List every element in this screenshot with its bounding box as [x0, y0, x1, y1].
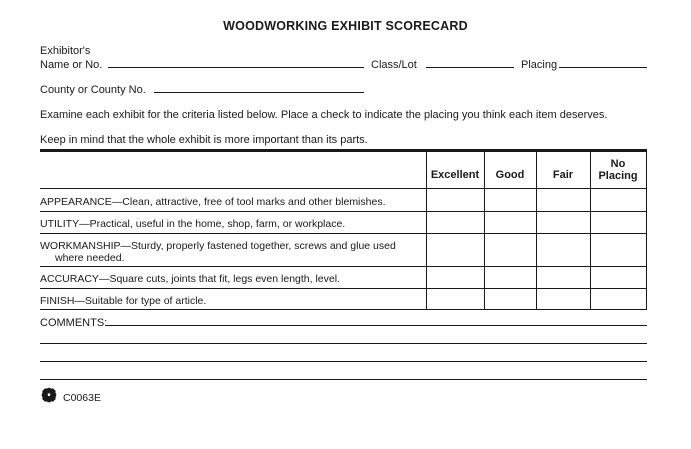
table-row-divider: [40, 188, 647, 189]
county-field[interactable]: [154, 92, 364, 93]
county-label: County or County No.: [40, 84, 146, 96]
criteria-row-accuracy: [40, 273, 340, 285]
exhibitor-name-field[interactable]: [108, 67, 364, 68]
col-header-no-placing-line2: Placing: [598, 170, 638, 182]
instructions-text-2: Keep in mind that the whole exhibit is more important than its parts.: [40, 134, 368, 146]
comments-label: COMMENTS:: [40, 317, 108, 329]
table-col-divider: [646, 151, 647, 309]
table-row-divider: [40, 211, 647, 212]
classlot-field[interactable]: [426, 67, 514, 68]
four-leaf-clover-icon: [40, 386, 58, 404]
criteria-desc: —Square cuts, joints that fit, legs even length, level.: [98, 273, 340, 285]
classlot-label: Class/Lot: [371, 59, 417, 71]
criteria-desc: —Sturdy, properly fastened together, screws and glue used: [120, 240, 396, 252]
criteria-row-workmanship: [40, 240, 396, 252]
criteria-row-utility: [40, 218, 345, 230]
criteria-desc: —Suitable for type of article.: [74, 295, 207, 307]
exhibitor-label-2: Name or No.: [40, 59, 103, 71]
criteria-name: ACCURACY: [40, 273, 99, 285]
col-header-excellent: Excellent: [430, 169, 480, 181]
comments-line-4[interactable]: [40, 379, 647, 380]
table-row-divider: [40, 266, 647, 267]
criteria-name: FINISH: [40, 295, 75, 307]
col-header-fair: Fair: [552, 169, 574, 181]
criteria-desc-continued: where needed.: [55, 252, 125, 264]
col-header-no-placing-line1: No: [610, 158, 626, 170]
criteria-desc: —Practical, useful in the home, shop, farm, or workplace.: [79, 218, 346, 230]
comments-line-3[interactable]: [40, 361, 647, 362]
col-header-no-placing: [590, 158, 646, 182]
comments-line-2[interactable]: [40, 343, 647, 344]
placing-field[interactable]: [559, 67, 647, 68]
instructions-text-1: Examine each exhibit for the criteria listed below. Place a check to indicate the placing you think each item deserves.: [40, 109, 608, 121]
exhibitor-label-1: Exhibitor's: [40, 45, 91, 57]
criteria-desc: —Clean, attractive, free of tool marks and other blemishes.: [111, 196, 386, 208]
comments-line-1[interactable]: [106, 325, 647, 326]
criteria-name: UTILITY: [40, 218, 80, 230]
table-bottom-rule: [40, 309, 647, 310]
criteria-row-appearance: [40, 196, 386, 208]
criteria-name: APPEARANCE: [40, 196, 112, 208]
form-code: C0063E: [63, 392, 101, 404]
table-row-divider: [40, 233, 647, 234]
criteria-row-finish: [40, 295, 206, 307]
table-top-rule: [40, 149, 647, 152]
form-title: WOODWORKING EXHIBIT SCORECARD: [223, 19, 468, 33]
table-row-divider: [40, 288, 647, 289]
criteria-name: WORKMANSHIP: [40, 240, 121, 252]
col-header-good: Good: [495, 169, 525, 181]
placing-label: Placing: [521, 59, 558, 71]
